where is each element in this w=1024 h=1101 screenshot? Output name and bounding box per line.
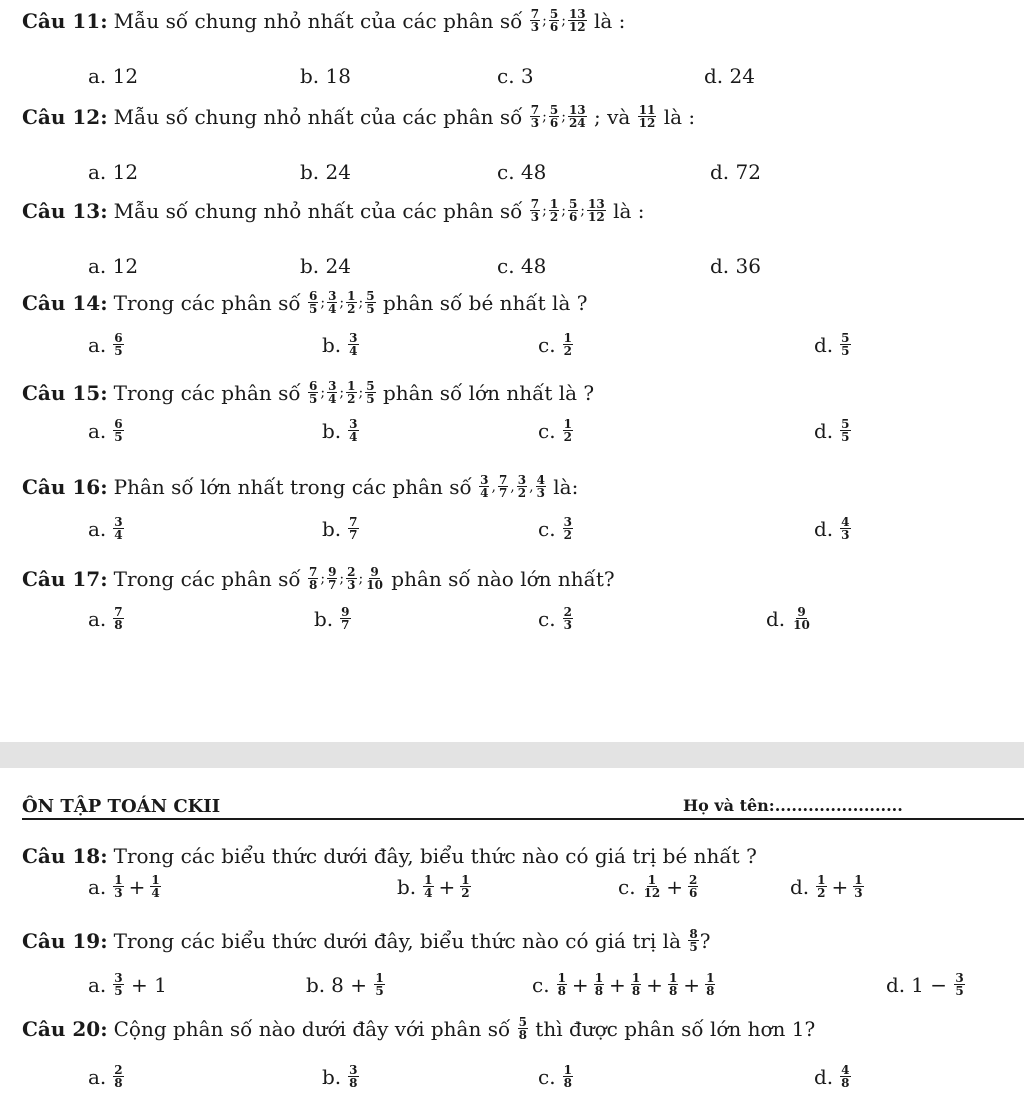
option-c[interactable]: c. $\frac{1}{8}$ + $\frac{1}{8}$ + $\frac{1}{8}$ + $\frac{1}{8}$ + $\frac{1}{8}$ <box>532 971 715 998</box>
option-c[interactable]: c. $\frac{2}{3}$ <box>538 605 572 632</box>
fraction: $\frac{7}{7}$ <box>498 473 508 500</box>
fraction: $\frac{3}{4}$ <box>480 473 489 500</box>
option-d[interactable]: d. $\frac{1}{2}$ + $\frac{1}{3}$ <box>790 873 863 900</box>
option-a[interactable]: a. $\frac{3}{4}$ <box>88 515 123 542</box>
option-b[interactable]: b. 24 <box>300 160 351 184</box>
question-18: Câu 18: Trong các biểu thức dưới đây, biểu thức nào có giá trị bé nhất ? <box>22 844 757 868</box>
fraction: $\frac{8}{5}$ <box>689 927 698 954</box>
option-d[interactable]: d. $\frac{5}{5}$ <box>814 417 850 444</box>
option-c[interactable]: c. $\frac{3}{2}$ <box>538 515 572 542</box>
option-a[interactable]: a. $\frac{2}{8}$ <box>88 1063 123 1090</box>
option-d[interactable]: d. 1 − $\frac{3}{5}$ <box>886 971 964 998</box>
option-a[interactable]: a. $\frac{3}{5}$ + 1 <box>88 971 167 998</box>
fraction: $\frac{5}{6}$ <box>549 7 559 34</box>
option-b[interactable]: b. $\frac{1}{4}$ + $\frac{1}{2}$ <box>397 873 470 900</box>
fraction: $\frac{5}{6}$ <box>549 103 559 130</box>
option-c[interactable]: c. $\frac{1}{2}$ <box>538 417 572 444</box>
question-15: Câu 15: Trong các phân số $\frac{6}{5}$ ; $\frac{3}{4}$ ; $\frac{1}{2}$ ; $\frac{5}{5}$ phân số lớn nhất là ? <box>22 379 595 406</box>
option-a[interactable]: a. 12 <box>88 160 139 184</box>
option-d[interactable]: d. 36 <box>710 254 761 278</box>
question-20: Câu 20: Cộng phân số nào dưới đây với phân số $\frac{5}{8}$ thì được phân số lớn hơn 1? <box>22 1015 816 1042</box>
fraction: $\frac{3}{4}$ <box>328 379 337 406</box>
question-16: Câu 16: Phân số lớn nhất trong các phân số $\frac{3}{4}$ , $\frac{7}{7}$ , $\frac{3}{2}$ , $\frac{4}{3}$ là: <box>22 473 579 500</box>
question-14: Câu 14: Trong các phân số $\frac{6}{5}$ ; $\frac{3}{4}$ ; $\frac{1}{2}$ ; $\frac{5}{5}$ phân số bé nhất là ? <box>22 289 588 316</box>
fraction: $\frac{2}{3}$ <box>347 565 356 592</box>
fraction: $\frac{1}{2}$ <box>347 289 356 316</box>
fraction: $\frac{13}{12}$ <box>568 7 586 34</box>
fraction: $\frac{11}{12}$ <box>638 103 656 130</box>
option-c[interactable]: c. $\frac{1}{2}$ <box>538 331 572 358</box>
fraction: $\frac{5}{5}$ <box>366 289 375 316</box>
option-c[interactable]: c. $\frac{1}{12}$ + $\frac{2}{6}$ <box>618 873 698 900</box>
option-d[interactable]: d. 72 <box>710 160 761 184</box>
fraction: $\frac{7}{3}$ <box>530 103 540 130</box>
option-a[interactable]: a. $\frac{6}{5}$ <box>88 417 123 444</box>
option-c[interactable]: c. 48 <box>497 160 547 184</box>
option-a[interactable]: a. $\frac{6}{5}$ <box>88 331 123 358</box>
option-d[interactable]: d. $\frac{4}{8}$ <box>814 1063 850 1090</box>
option-a[interactable]: a. 12 <box>88 64 139 88</box>
header-rule <box>22 818 1024 820</box>
option-c[interactable]: c. 3 <box>497 64 534 88</box>
fraction: $\frac{7}{8}$ <box>308 565 318 592</box>
option-b[interactable]: b. $\frac{7}{7}$ <box>322 515 358 542</box>
option-d[interactable]: d. $\frac{5}{5}$ <box>814 331 850 358</box>
fraction: $\frac{6}{5}$ <box>308 379 318 406</box>
option-b[interactable]: b. $\frac{3}{4}$ <box>322 331 358 358</box>
option-a[interactable]: a. 12 <box>88 254 139 278</box>
option-a[interactable]: a. $\frac{7}{8}$ <box>88 605 123 632</box>
option-a[interactable]: a. $\frac{1}{3}$ + $\frac{1}{4}$ <box>88 873 160 900</box>
fraction: $\frac{1}{2}$ <box>347 379 356 406</box>
option-b[interactable]: b. 8 + $\frac{1}{5}$ <box>306 971 384 998</box>
option-c[interactable]: c. $\frac{1}{8}$ <box>538 1063 572 1090</box>
question-17: Câu 17: Trong các phân số $\frac{7}{8}$ ; $\frac{9}{7}$ ; $\frac{2}{3}$ ; $\frac{9}{10}$ phân số nào lớn nhất? <box>22 565 615 592</box>
question-11: Câu 11: Mẫu số chung nhỏ nhất của các phân số $\frac{7}{3}$ ; $\frac{5}{6}$ ; $\frac{13}{12}$ là : <box>22 7 626 34</box>
option-b[interactable]: b. $\frac{3}{8}$ <box>322 1063 358 1090</box>
page-title: ÔN TẬP TOÁN CKII <box>22 796 221 817</box>
option-b[interactable]: b. 18 <box>300 64 351 88</box>
fraction: $\frac{3}{2}$ <box>517 473 527 500</box>
option-b[interactable]: b. $\frac{9}{7}$ <box>314 605 350 632</box>
fraction: $\frac{5}{6}$ <box>568 197 578 224</box>
option-d[interactable]: d. 24 <box>704 64 755 88</box>
fraction: $\frac{7}{3}$ <box>530 197 540 224</box>
question-13: Câu 13: Mẫu số chung nhỏ nhất của các phân số $\frac{7}{3}$ ; $\frac{1}{2}$ ; $\frac{5}{6}$ ; $\frac{13}{12}$ là : <box>22 197 645 224</box>
fraction: $\frac{1}{2}$ <box>549 197 559 224</box>
option-c[interactable]: c. 48 <box>497 254 547 278</box>
fraction: $\frac{9}{10}$ <box>366 565 383 592</box>
fraction: $\frac{9}{7}$ <box>328 565 337 592</box>
fraction: $\frac{13}{24}$ <box>568 103 586 130</box>
fraction: $\frac{13}{12}$ <box>588 197 605 224</box>
option-d[interactable]: d. $\frac{4}{3}$ <box>814 515 850 542</box>
fraction: $\frac{4}{3}$ <box>536 473 545 500</box>
question-12: Câu 12: Mẫu số chung nhỏ nhất của các phân số $\frac{7}{3}$ ; $\frac{5}{6}$ ; $\frac{13}{24}$ ; và $\frac{11}{12}$ là : <box>22 103 696 130</box>
fraction: $\frac{7}{3}$ <box>530 7 540 34</box>
option-b[interactable]: b. 24 <box>300 254 351 278</box>
fraction: $\frac{6}{5}$ <box>308 289 318 316</box>
option-b[interactable]: b. $\frac{3}{4}$ <box>322 417 358 444</box>
fraction: $\frac{5}{8}$ <box>518 1015 527 1042</box>
page-separator <box>0 742 1024 768</box>
fraction: $\frac{3}{4}$ <box>328 289 337 316</box>
fraction: $\frac{5}{5}$ <box>366 379 375 406</box>
question-19: Câu 19: Trong các biểu thức dưới đây, biểu thức nào có giá trị là $\frac{8}{5}$ ? <box>22 927 711 954</box>
option-d[interactable]: d. $\frac{9}{10}$ <box>766 605 810 632</box>
name-field-label: Họ và tên:....................... <box>683 796 903 815</box>
